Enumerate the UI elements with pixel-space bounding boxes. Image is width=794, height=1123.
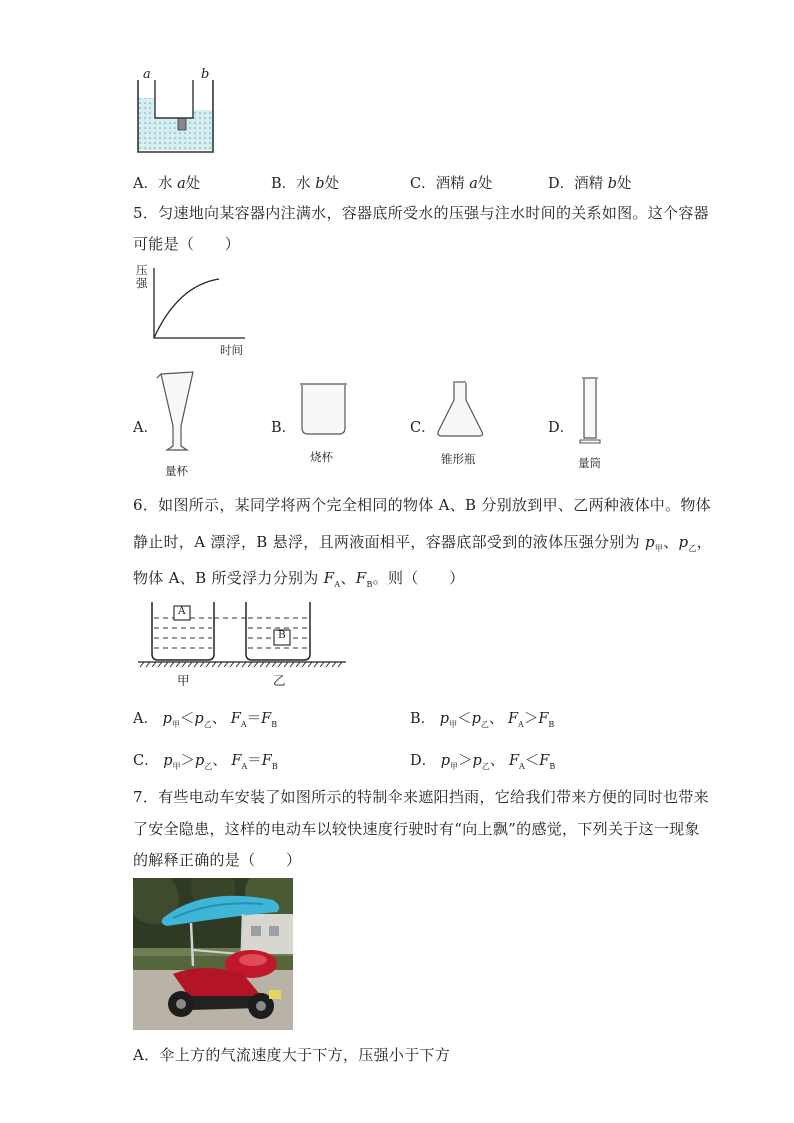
q6-option-c[interactable]: C． $p_甲>p_乙$、 $F_A=F_B$ (133, 753, 278, 771)
q4-option-c[interactable]: C．酒精 a处 (410, 176, 493, 192)
q5-option-c[interactable]: C． (410, 420, 436, 436)
q5-text-line1: 5．匀速地向某容器内注满水，容器底所受水的压强与注水时间的关系如图。这个容器 (133, 204, 709, 222)
graph-y-label-2: 强 (136, 276, 148, 290)
q6-text-line3: 物体 A、B 所受浮力分别为 $F_A$、$F_B$。则（ ） (133, 569, 465, 589)
q5-option-b[interactable]: B． (271, 420, 297, 436)
q6-option-b[interactable]: B． $p_甲<p_乙$、 $F_A>F_B$ (410, 711, 555, 729)
q7-text-line2: 了安全隐患，这样的电动车以较快速度行驶时有“向上飘”的感觉，下列关于这一现象 (133, 820, 700, 838)
q5-option-d[interactable]: D． (548, 420, 575, 436)
graph-x-label: 时间 (220, 343, 243, 357)
box-a-label: A (178, 605, 186, 617)
box-b-label: B (278, 629, 286, 641)
q6-option-d[interactable]: D． $p_甲>p_乙$、 $F_A<F_B$ (410, 753, 556, 771)
caption-measuring-cup: 量杯 (165, 464, 188, 478)
vessel-label-a: a (143, 67, 151, 82)
q7-text-line1: 7．有些电动车安装了如图所示的特制伞来遮阳挡雨，它给我们带来方便的同时也带来 (133, 788, 709, 806)
q4-option-b[interactable]: B．水 b处 (271, 176, 340, 192)
q5-text-line2: 可能是（ ） (133, 235, 241, 253)
q6-text-line1: 6．如图所示，某同学将两个完全相同的物体 A、B 分别放到甲、乙两种液体中。物体 (133, 496, 711, 514)
caption-conical-flask: 锥形瓶 (441, 452, 476, 466)
scooter-umbrella-photo (133, 878, 293, 1030)
caption-beaker: 烧杯 (310, 450, 333, 464)
two-containers-figure (136, 598, 348, 690)
q7-text-line3: 的解释正确的是（ ） (133, 851, 302, 869)
graduated-cylinder-icon (576, 374, 606, 446)
pressure-time-graph (133, 262, 248, 357)
q6-text-line2: 静止时，A 漂浮，B 悬浮，且两液面相平，容器底部受到的液体压强分别为 $p_甲$、$p_乙$， (133, 533, 713, 553)
graph-y-label-1: 压 (136, 263, 148, 277)
vessel-label-b: b (201, 67, 210, 82)
connected-vessel-figure (133, 66, 228, 158)
q6-option-a[interactable]: A． $p_甲<p_乙$、 $F_A=F_B$ (133, 711, 278, 729)
beaker-icon (297, 380, 352, 440)
measuring-cup-icon (155, 368, 200, 458)
q4-option-a[interactable]: A．水 a处 (133, 176, 201, 192)
label-yi: 乙 (273, 673, 286, 688)
q7-option-a[interactable]: A．伞上方的气流速度大于下方，压强小于下方 (133, 1046, 451, 1064)
q5-option-a[interactable]: A． (133, 420, 158, 436)
conical-flask-icon (433, 378, 488, 440)
caption-graduated-cylinder: 量筒 (578, 456, 601, 470)
q4-option-d[interactable]: D．酒精 b处 (548, 176, 632, 192)
label-jia: 甲 (177, 673, 190, 688)
